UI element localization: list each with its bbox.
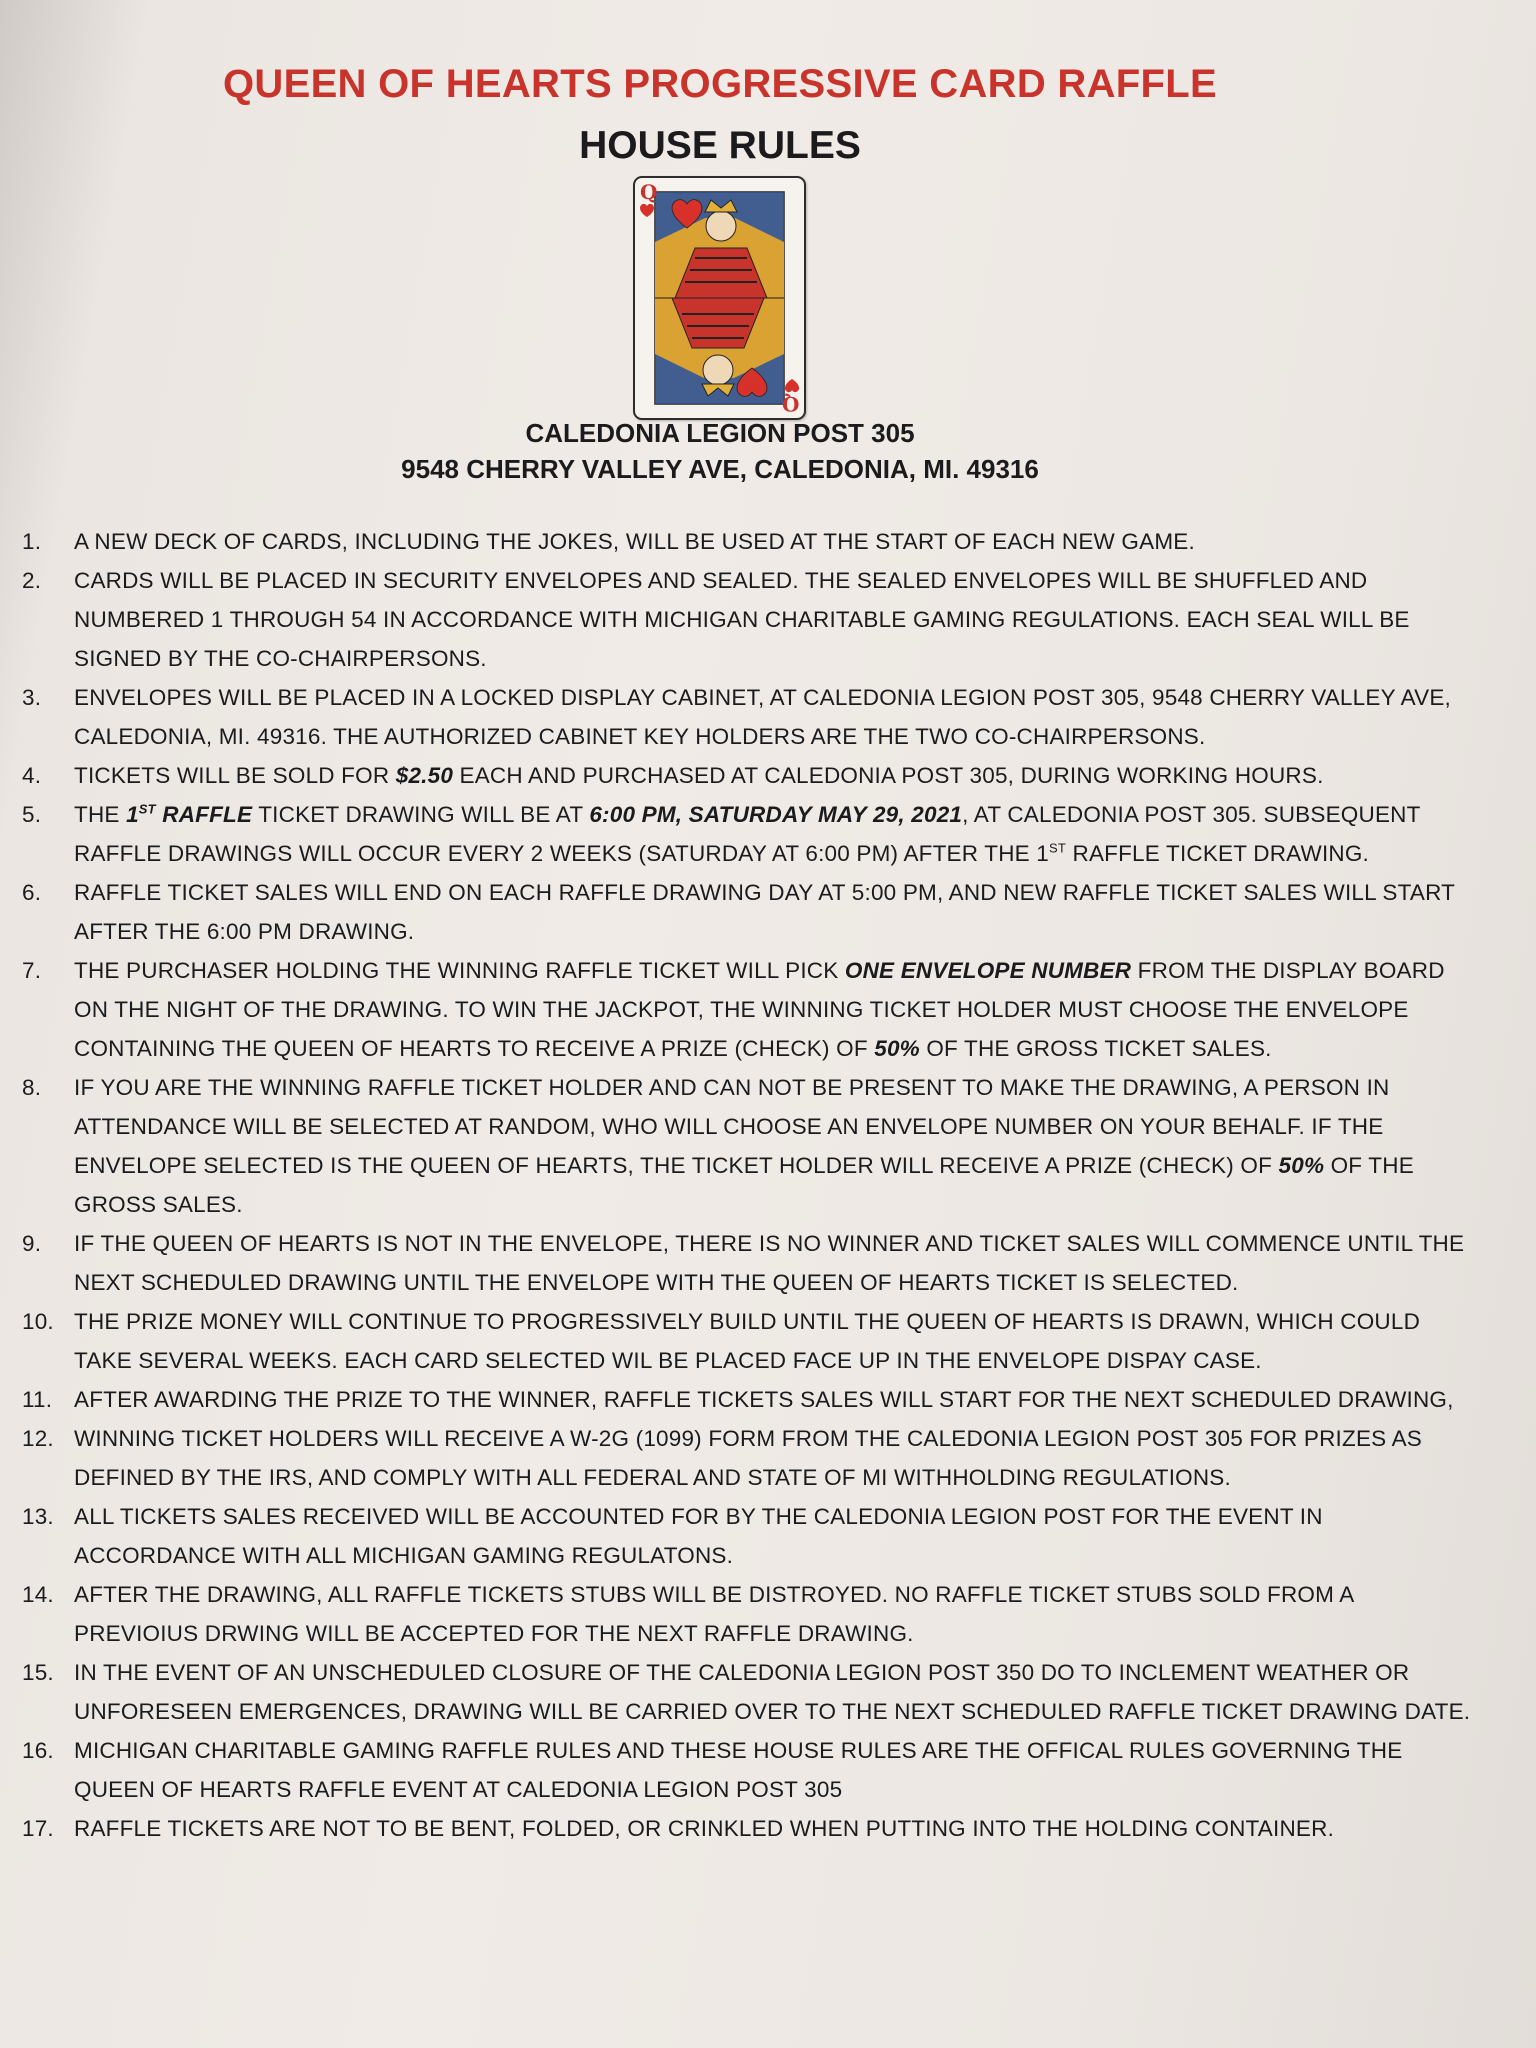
rule-item: [22, 1419, 1482, 1497]
ticket-price: $2.50: [395, 763, 454, 788]
rules-list: [22, 522, 1482, 1848]
rule-item: [22, 795, 1482, 873]
rule-text-part: IF YOU ARE THE WINNING RAFFLE TICKET HOLDER AND CAN NOT BE PRESENT TO MAKE THE DRAWING, A PERSON IN ATTENDANCE WILL BE SELECTED AT RANDOM, WHO WILL CHOOSE AN ENVELOPE NUMBER ON YOUR BEHALF. IF THE ENVELOPE SELECTED IS THE QUEEN OF HEARTS, THE TICKET HOLDER WILL RECEIVE A PRIZE (CHECK) OF: [74, 1075, 1390, 1178]
rule-text-part: EACH AND PURCHASED AT CALEDONIA POST 305, DURING WORKING HOURS.: [453, 763, 1324, 788]
card-illustration: [635, 178, 804, 418]
page-subtitle: HOUSE RULES: [579, 124, 861, 167]
rule-number: 14.: [22, 1582, 54, 1607]
rule-text-part: THE: [74, 802, 127, 827]
rule-number: 17.: [22, 1816, 54, 1841]
rule-item: [22, 756, 1482, 795]
rule-number: 12.: [22, 1426, 54, 1451]
rule-item: [22, 1809, 1482, 1848]
card-index-bottom: Q: [781, 392, 799, 416]
first-raffle-label: RAFFLE: [155, 802, 253, 827]
rule-number: 16.: [22, 1738, 54, 1763]
rule-item: [22, 951, 1482, 1068]
rule-number: 9.: [22, 1231, 42, 1256]
rule-item: [22, 1575, 1482, 1653]
rule-item: [22, 873, 1482, 951]
rule-text: IF THE QUEEN OF HEARTS IS NOT IN THE ENVELOPE, THERE IS NO WINNER AND TICKET SALES WILL COMMENCE UNTIL THE NEXT SCHEDULED DRAWING UNTIL THE ENVELOPE WITH THE QUEEN OF HEARTS TICKET IS SELECTED.: [74, 1231, 1465, 1295]
rule-item: [22, 1302, 1482, 1380]
rule-item: [22, 678, 1482, 756]
rule-item: [22, 522, 1482, 561]
rule-number: 2.: [22, 568, 42, 593]
rule-number: 4.: [22, 763, 42, 788]
ordinal-suffix: ST: [1049, 840, 1067, 856]
rule-text: AFTER AWARDING THE PRIZE TO THE WINNER, RAFFLE TICKETS SALES WILL START FOR THE NEXT SCHEDULED DRAWING,: [74, 1387, 1454, 1412]
first-drawing-date: 6:00 PM, SATURDAY MAY 29, 2021: [589, 802, 963, 827]
rule-item: [22, 1380, 1482, 1419]
rule-text: MICHIGAN CHARITABLE GAMING RAFFLE RULES AND THESE HOUSE RULES ARE THE OFFICAL RULES GOVERNING THE QUEEN OF HEARTS RAFFLE EVENT AT CALEDONIA LEGION POST 305: [74, 1738, 1403, 1802]
prize-percent: 50%: [1278, 1153, 1325, 1178]
rule-item: [22, 1653, 1482, 1731]
rule-text-part: OF THE GROSS SALES.: [74, 1153, 1414, 1217]
rule-text: ENVELOPES WILL BE PLACED IN A LOCKED DISPLAY CABINET, AT CALEDONIA LEGION POST 305, 9548 CHERRY VALLEY AVE, CALEDONIA, MI. 49316. THE AUTHORIZED CABINET KEY HOLDERS ARE THE TWO CO-CHAIRPERSONS.: [74, 685, 1451, 749]
rule-text-part: THE PURCHASER HOLDING THE WINNING RAFFLE TICKET WILL PICK: [74, 958, 845, 983]
card-index-top: Q: [640, 180, 658, 204]
rule-item: [22, 1497, 1482, 1575]
rule-text-part: , AT CALEDONIA POST 305. SUBSEQUENT RAFFLE DRAWINGS WILL OCCUR EVERY 2 WEEKS (SATURDAY AT 6:00 PM) AFTER THE 1: [74, 802, 1421, 866]
rule-number: 6.: [22, 880, 42, 905]
rule-text-part: TICKET DRAWING WILL BE AT: [252, 802, 590, 827]
rule-text: RAFFLE TICKET SALES WILL END ON EACH RAFFLE DRAWING DAY AT 5:00 PM, AND NEW RAFFLE TICKET SALES WILL START AFTER THE 6:00 PM DRAWING.: [74, 880, 1455, 944]
envelope-number-emphasis: ONE ENVELOPE NUMBER: [844, 958, 1132, 983]
rule-text-part: RAFFLE TICKET DRAWING.: [1066, 841, 1370, 866]
rule-text: A NEW DECK OF CARDS, INCLUDING THE JOKES, WILL BE USED AT THE START OF EACH NEW GAME.: [74, 529, 1195, 554]
rule-text: WINNING TICKET HOLDERS WILL RECEIVE A W-2G (1099) FORM FROM THE CALEDONIA LEGION POST 305 FOR PRIZES AS DEFINED BY THE IRS, AND COMPLY WITH ALL FEDERAL AND STATE OF MI WITHHOLDING REGULATIONS.: [74, 1426, 1422, 1490]
rule-number: 8.: [22, 1075, 42, 1100]
organization-address: 9548 CHERRY VALLEY AVE, CALEDONIA, MI. 49316: [401, 454, 1039, 484]
rule-text-part: TICKETS WILL BE SOLD FOR: [74, 763, 396, 788]
rule-item: [22, 1068, 1482, 1224]
prize-percent: 50%: [874, 1036, 920, 1061]
rule-number: 11.: [22, 1387, 53, 1412]
first-raffle-number: 1: [126, 802, 139, 827]
rule-text: RAFFLE TICKETS ARE NOT TO BE BENT, FOLDED, OR CRINKLED WHEN PUTTING INTO THE HOLDING CONTAINER.: [74, 1816, 1335, 1841]
rule-item: [22, 561, 1482, 678]
rule-number: 3.: [22, 685, 42, 710]
organization-name: CALEDONIA LEGION POST 305: [525, 418, 915, 448]
rule-number: 13.: [22, 1504, 54, 1529]
rule-text: THE PRIZE MONEY WILL CONTINUE TO PROGRESSIVELY BUILD UNTIL THE QUEEN OF HEARTS IS DRAWN, WHICH COULD TAKE SEVERAL WEEKS. EACH CARD SELECTED WIL BE PLACED FACE UP IN THE ENVELOPE DISPAY CASE.: [74, 1309, 1421, 1373]
rule-number: 1.: [22, 529, 42, 554]
rule-number: 10.: [22, 1309, 54, 1334]
rule-text: IN THE EVENT OF AN UNSCHEDULED CLOSURE OF THE CALEDONIA LEGION POST 350 DO TO INCLEMENT WEATHER OR UNFORESEEN EMERGENCES, DRAWING WILL BE CARRIED OVER TO THE NEXT SCHEDULED RAFFLE TICKET DRAWING DATE.: [74, 1660, 1471, 1724]
rule-text: AFTER THE DRAWING, ALL RAFFLE TICKETS STUBS WILL BE DISTROYED. NO RAFFLE TICKET STUBS SOLD FROM A PREVIOIUS DRWING WILL BE ACCEPTED FOR THE NEXT RAFFLE DRAWING.: [74, 1582, 1354, 1646]
rule-text: CARDS WILL BE PLACED IN SECURITY ENVELOPES AND SEALED. THE SEALED ENVELOPES WILL BE SHUFFLED AND NUMBERED 1 THROUGH 54 IN ACCORDANCE WITH MICHIGAN CHARITABLE GAMING REGULATIONS. EACH SEAL WILL BE SIGNED BY THE CO-CHAIRPERSONS.: [74, 568, 1410, 671]
rule-text: ALL TICKETS SALES RECEIVED WILL BE ACCOUNTED FOR BY THE CALEDONIA LEGION POST FOR THE EVENT IN ACCORDANCE WITH ALL MICHIGAN GAMING REGULATONS.: [74, 1504, 1323, 1568]
rule-number: 15.: [22, 1660, 54, 1685]
queen-of-hearts-card-icon: [633, 176, 806, 420]
rule-item: [22, 1224, 1482, 1302]
rule-number: 5.: [22, 802, 42, 827]
page-title: QUEEN OF HEARTS PROGRESSIVE CARD RAFFLE: [222, 62, 1217, 106]
rule-item: [22, 1731, 1482, 1809]
rule-text-part: OF THE GROSS TICKET SALES.: [919, 1036, 1272, 1061]
rule-number: 7.: [22, 958, 42, 983]
rule-text-part: FROM THE DISPLAY BOARD ON THE NIGHT OF THE DRAWING. TO WIN THE JACKPOT, THE WINNING TICKET HOLDER MUST CHOOSE THE ENVELOPE CONTAINING THE QUEEN OF HEARTS TO RECEIVE A PRIZE (CHECK) OF: [74, 958, 1445, 1061]
ordinal-suffix: ST: [138, 801, 156, 817]
